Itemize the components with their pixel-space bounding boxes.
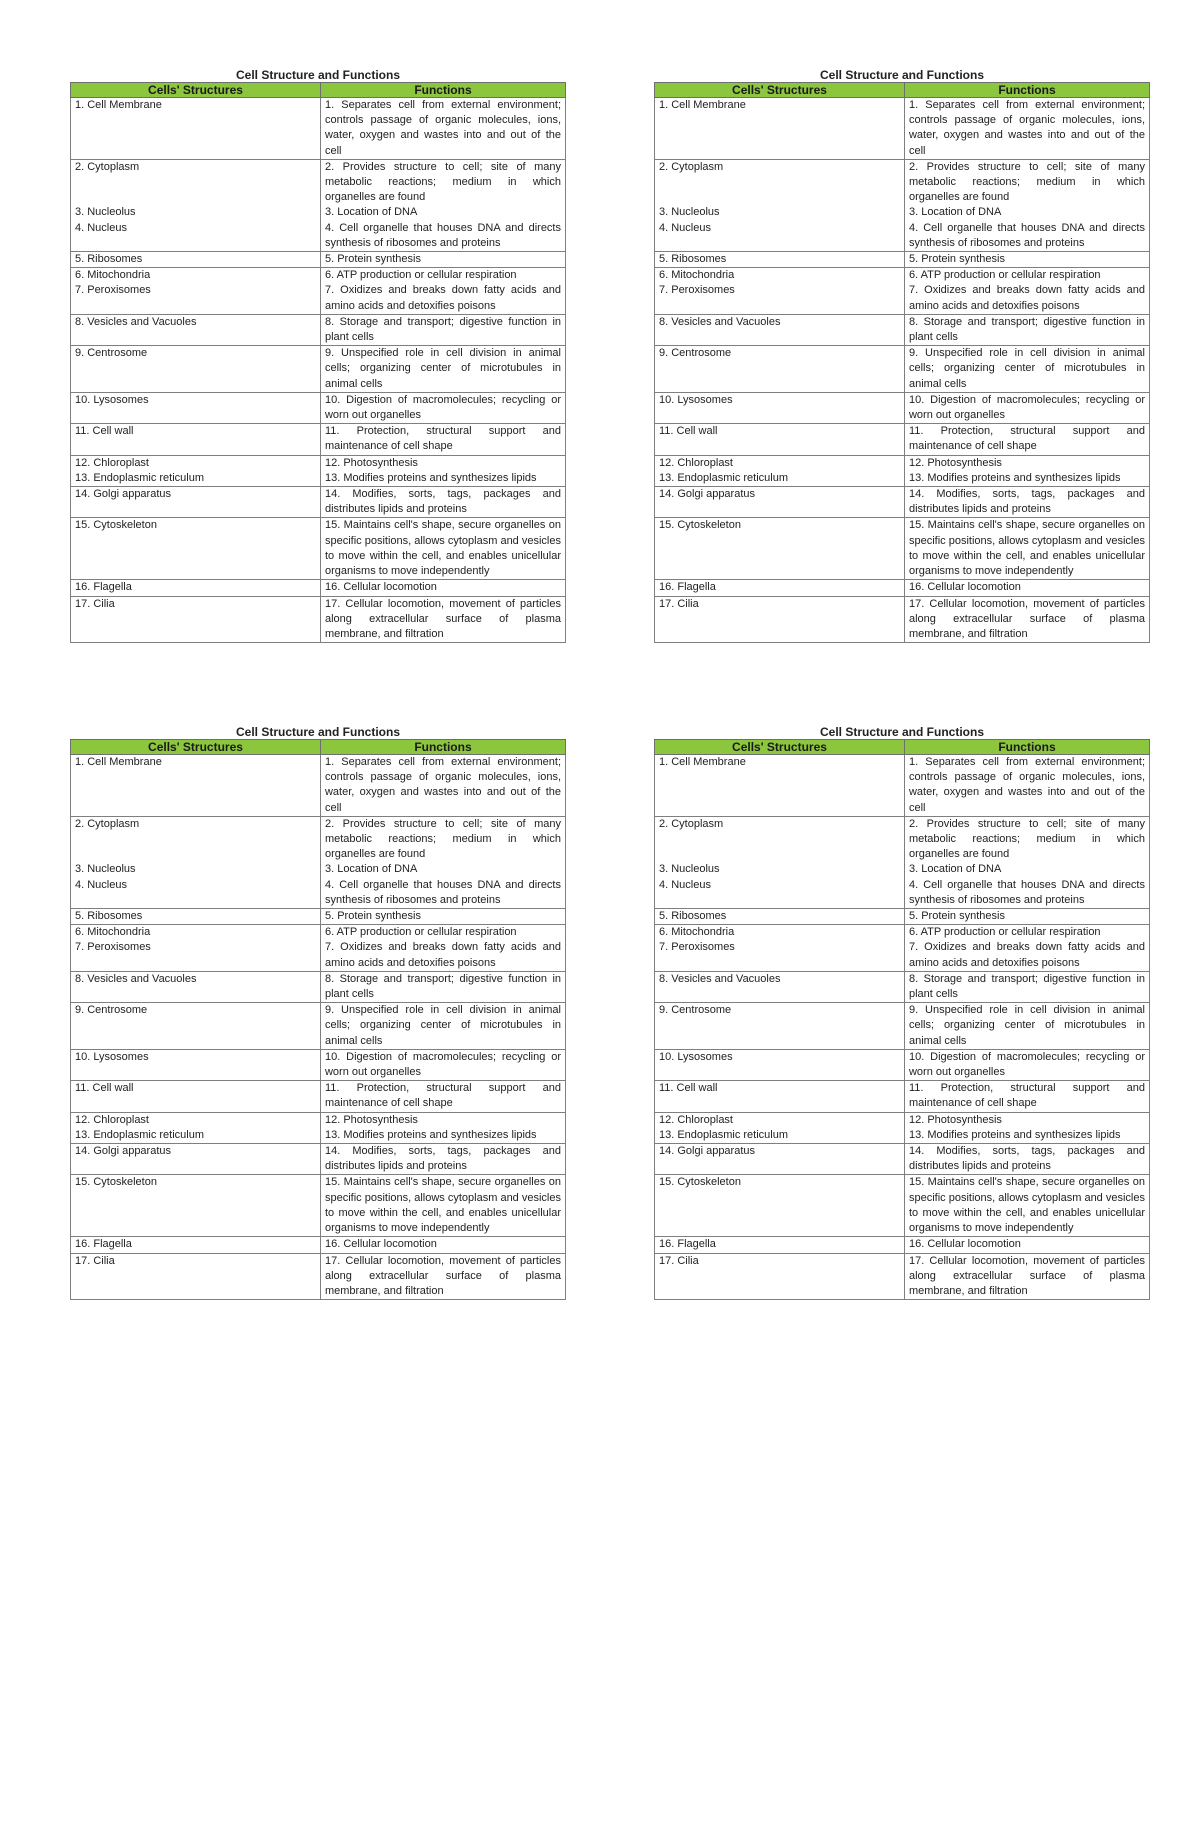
structure-label: 11. Cell wall: [75, 1082, 134, 1095]
structure-label: 11. Cell wall: [659, 425, 718, 438]
structure-cell: [71, 1081, 321, 1112]
function-cell: 9. Unspecified role in cell division in animal cells; organizing center of microtubules in animal cells: [904, 346, 1149, 393]
function-cell: 16. Cellular locomotion: [320, 1237, 565, 1253]
structure-cell: [655, 1253, 905, 1300]
function-cell: 8. Storage and transport; digestive function in plant cells: [320, 314, 565, 345]
structure-label: 2. Cytoplasm: [659, 817, 724, 830]
structure-cell: [655, 971, 905, 1002]
structure-cell: [71, 909, 321, 925]
structure-label: 9. Centrosome: [75, 347, 148, 360]
structure-label: 13. Endoplasmic reticulum: [75, 1128, 205, 1141]
structure-label: 14. Golgi apparatus: [75, 1145, 172, 1158]
function-cell: 9. Unspecified role in cell division in animal cells; organizing center of microtubules in animal cells: [320, 1003, 565, 1050]
structure-cell: [655, 346, 905, 393]
function-cell: 6. ATP production or cellular respiration 7. Oxidizes and breaks down fatty acids and amino acids and detoxifies poisons: [320, 925, 565, 972]
function-cell: 8. Storage and transport; digestive function in plant cells: [904, 314, 1149, 345]
structure-cell: [71, 314, 321, 345]
structure-cell: [71, 1049, 321, 1080]
structure-cell: [655, 1175, 905, 1237]
table-row: [71, 98, 566, 160]
structure-cell: [71, 1112, 321, 1143]
function-cell: 11. Protection, structural support and maintenance of cell shape: [320, 424, 565, 455]
structure-label: 10. Lysosomes: [75, 393, 149, 406]
structure-label: 17. Cilia: [659, 1254, 699, 1267]
table-row: [655, 580, 1150, 596]
structure-label: 13. Endoplasmic reticulum: [659, 1128, 789, 1141]
structure-cell: [71, 1253, 321, 1300]
structure-cell: [71, 346, 321, 393]
structure-label: 9. Centrosome: [75, 1004, 148, 1017]
worksheet-top-left: [70, 68, 566, 643]
structure-label: 16. Flagella: [75, 1238, 132, 1251]
table-row: [71, 424, 566, 455]
structure-label: 1. Cell Membrane: [75, 756, 162, 768]
table-row: [655, 1112, 1150, 1143]
structure-cell: [655, 424, 905, 455]
table-row: [655, 268, 1150, 315]
structure-label: [75, 847, 316, 862]
table-row: [71, 1144, 566, 1175]
table-row: [655, 314, 1150, 345]
sheet-title: Cell Structure and Functions: [819, 725, 984, 739]
function-cell: 14. Modifies, sorts, tags, packages and distributes lipids and proteins: [904, 487, 1149, 518]
structure-cell: [655, 755, 905, 817]
function-cell: 10. Digestion of macromolecules; recycling or worn out organelles: [904, 1049, 1149, 1080]
function-cell: 2. Provides structure to cell; site of many metabolic reactions; medium in which organelles are found 3. Location of DNA 4. Cell organelle that houses DNA and directs synthesis of ribosomes and proteins: [320, 816, 565, 908]
structure-cell: [71, 1003, 321, 1050]
function-cell: 5. Protein synthesis: [320, 252, 565, 268]
structure-label: 2. Cytoplasm: [659, 160, 724, 173]
structure-label: 4. Nucleus: [75, 878, 127, 891]
structure-label: 5. Ribosomes: [75, 253, 143, 266]
structure-cell: [655, 816, 905, 908]
table-row: [655, 971, 1150, 1002]
function-cell: 2. Provides structure to cell; site of many metabolic reactions; medium in which organelles are found 3. Location of DNA 4. Cell organelle that houses DNA and directs synthesis of ribosomes and proteins: [320, 159, 565, 251]
table-row: [655, 1237, 1150, 1253]
structure-label: 3. Nucleolus: [659, 863, 720, 876]
structure-label: 3. Nucleolus: [659, 206, 720, 219]
structure-label: 12. Chloroplast: [75, 456, 149, 469]
function-cell: 5. Protein synthesis: [904, 252, 1149, 268]
table-row: [655, 755, 1150, 817]
function-cell: 10. Digestion of macromolecules; recycling or worn out organelles: [320, 1049, 565, 1080]
structure-label: 13. Endoplasmic reticulum: [659, 471, 789, 484]
structure-label: 17. Cilia: [659, 597, 699, 610]
structure-cell: [71, 816, 321, 908]
function-cell: 5. Protein synthesis: [904, 909, 1149, 925]
structure-label: 4. Nucleus: [75, 221, 127, 234]
table-row: [655, 909, 1150, 925]
structure-label: 12. Chloroplast: [75, 1113, 149, 1126]
function-cell: 1. Separates cell from external environment; controls passage of organic molecules, ions, water, oxygen and wastes into and out of the cell: [904, 98, 1149, 160]
structure-cell: [655, 1237, 905, 1253]
structure-cell: [655, 1049, 905, 1080]
table-row: [655, 98, 1150, 160]
structure-cell: [71, 487, 321, 518]
structure-cell: [71, 268, 321, 315]
table-row: [71, 755, 566, 817]
function-cell: 11. Protection, structural support and maintenance of cell shape: [904, 1081, 1149, 1112]
structure-cell: [655, 314, 905, 345]
structure-label: 9. Centrosome: [659, 347, 732, 360]
column-header-functions: Functions: [904, 740, 1149, 755]
structure-cell: [655, 1112, 905, 1143]
function-cell: 2. Provides structure to cell; site of many metabolic reactions; medium in which organelles are found 3. Location of DNA 4. Cell organelle that houses DNA and directs synthesis of ribosomes and proteins: [904, 159, 1149, 251]
table-row: [71, 252, 566, 268]
table-row: [655, 346, 1150, 393]
worksheet-top-right: [654, 68, 1150, 643]
structure-label: 6. Mitochondria: [659, 926, 735, 939]
structure-label: 2. Cytoplasm: [75, 160, 140, 173]
structure-label: 4. Nucleus: [659, 878, 711, 891]
structure-label: 10. Lysosomes: [75, 1050, 149, 1063]
structure-cell: [655, 268, 905, 315]
column-header-structures: Cells' Structures: [655, 740, 905, 755]
function-cell: 8. Storage and transport; digestive function in plant cells: [320, 971, 565, 1002]
worksheet-bottom-left: [70, 725, 566, 1300]
table-row: [71, 816, 566, 908]
table-row: [655, 1003, 1150, 1050]
header-row: [71, 740, 566, 755]
table-row: [71, 580, 566, 596]
structure-label: 1. Cell Membrane: [659, 99, 746, 111]
function-cell: 16. Cellular locomotion: [904, 1237, 1149, 1253]
function-cell: 10. Digestion of macromolecules; recycling or worn out organelles: [320, 392, 565, 423]
structure-label: 7. Peroxisomes: [659, 941, 735, 954]
structure-label: 11. Cell wall: [75, 425, 134, 438]
function-cell: 15. Maintains cell's shape, secure organelles on specific positions, allows cytoplasm and vesicles to move within the cell, and enables unicellular organisms to move independently: [904, 1175, 1149, 1237]
table-row: [655, 925, 1150, 972]
structure-label: 11. Cell wall: [659, 1082, 718, 1095]
table-row: [655, 252, 1150, 268]
function-cell: 16. Cellular locomotion: [904, 580, 1149, 596]
column-header-functions: Functions: [320, 740, 565, 755]
structure-label: 7. Peroxisomes: [75, 941, 151, 954]
structure-cell: [71, 1175, 321, 1237]
structure-label: 14. Golgi apparatus: [659, 1145, 756, 1158]
table-row: [71, 1253, 566, 1300]
column-header-structures: Cells' Structures: [71, 83, 321, 98]
function-cell: 2. Provides structure to cell; site of many metabolic reactions; medium in which organelles are found 3. Location of DNA 4. Cell organelle that houses DNA and directs synthesis of ribosomes and proteins: [904, 816, 1149, 908]
table-row: [71, 909, 566, 925]
table-row: [71, 268, 566, 315]
structure-label: 7. Peroxisomes: [75, 284, 151, 297]
structure-cell: [71, 424, 321, 455]
table-row: [655, 1253, 1150, 1300]
structure-cell: [71, 159, 321, 251]
cell-structure-table: [654, 82, 1150, 643]
table-row: [655, 518, 1150, 580]
structure-label: 6. Mitochondria: [659, 269, 735, 282]
structure-label: 17. Cilia: [75, 597, 115, 610]
structure-cell: [655, 392, 905, 423]
table-row: [71, 314, 566, 345]
column-header-structures: Cells' Structures: [655, 83, 905, 98]
structure-cell: [655, 98, 905, 160]
structure-cell: [655, 1003, 905, 1050]
table-row: [71, 159, 566, 251]
structure-label: 6. Mitochondria: [75, 926, 151, 939]
structure-label: 4. Nucleus: [659, 221, 711, 234]
table-row: [71, 346, 566, 393]
structure-label: [659, 847, 900, 862]
structure-cell: [655, 580, 905, 596]
function-cell: 14. Modifies, sorts, tags, packages and distributes lipids and proteins: [320, 1144, 565, 1175]
structure-cell: [71, 755, 321, 817]
structure-cell: [71, 252, 321, 268]
table-row: [71, 1003, 566, 1050]
cell-structure-table: [70, 739, 566, 1300]
structure-cell: [71, 455, 321, 486]
function-cell: 15. Maintains cell's shape, secure organelles on specific positions, allows cytoplasm and vesicles to move within the cell, and enables unicellular organisms to move independently: [904, 518, 1149, 580]
structure-label: 5. Ribosomes: [659, 253, 727, 266]
function-cell: 12. Photosynthesis 13. Modifies proteins and synthesizes lipids: [320, 1112, 565, 1143]
table-row: [71, 455, 566, 486]
table-row: [655, 1049, 1150, 1080]
structure-cell: [655, 487, 905, 518]
table-row: [71, 487, 566, 518]
table-row: [71, 518, 566, 580]
structure-label: [75, 190, 316, 205]
table-row: [655, 1081, 1150, 1112]
structure-cell: [655, 455, 905, 486]
function-cell: 6. ATP production or cellular respiration 7. Oxidizes and breaks down fatty acids and amino acids and detoxifies poisons: [320, 268, 565, 315]
structure-label: [659, 190, 900, 205]
structure-label: 15. Cytoskeleton: [659, 519, 741, 532]
structure-cell: [71, 1144, 321, 1175]
table-row: [655, 159, 1150, 251]
table-row: [655, 392, 1150, 423]
structure-cell: [655, 252, 905, 268]
structure-label: 8. Vesicles and Vacuoles: [659, 972, 781, 985]
structure-label: 5. Ribosomes: [659, 910, 727, 923]
structure-label: [659, 832, 900, 847]
sheet-title: Cell Structure and Functions: [235, 725, 400, 739]
structure-label: 6. Mitochondria: [75, 269, 151, 282]
function-cell: 17. Cellular locomotion, movement of particles along extracellular surface of plasma membrane, and filtration: [904, 1253, 1149, 1300]
function-cell: 11. Protection, structural support and maintenance of cell shape: [320, 1081, 565, 1112]
function-cell: 9. Unspecified role in cell division in animal cells; organizing center of microtubules in animal cells: [320, 346, 565, 393]
structure-label: 17. Cilia: [75, 1254, 115, 1267]
table-row: [71, 971, 566, 1002]
table-row: [71, 1175, 566, 1237]
function-cell: 17. Cellular locomotion, movement of particles along extracellular surface of plasma membrane, and filtration: [320, 596, 565, 643]
function-cell: 9. Unspecified role in cell division in animal cells; organizing center of microtubules in animal cells: [904, 1003, 1149, 1050]
structure-cell: [655, 1081, 905, 1112]
structure-label: 1. Cell Membrane: [75, 99, 162, 111]
function-cell: 6. ATP production or cellular respiration 7. Oxidizes and breaks down fatty acids and amino acids and detoxifies poisons: [904, 268, 1149, 315]
function-cell: 5. Protein synthesis: [320, 909, 565, 925]
function-cell: 12. Photosynthesis 13. Modifies proteins and synthesizes lipids: [904, 1112, 1149, 1143]
column-header-functions: Functions: [320, 83, 565, 98]
structure-label: 12. Chloroplast: [659, 456, 733, 469]
function-cell: 1. Separates cell from external environment; controls passage of organic molecules, ions, water, oxygen and wastes into and out of the cell: [904, 755, 1149, 817]
function-cell: 12. Photosynthesis 13. Modifies proteins and synthesizes lipids: [904, 455, 1149, 486]
structure-cell: [655, 518, 905, 580]
structure-cell: [655, 1144, 905, 1175]
cell-structure-table: [654, 739, 1150, 1300]
structure-label: 2. Cytoplasm: [75, 817, 140, 830]
header-row: [655, 83, 1150, 98]
table-row: [655, 455, 1150, 486]
structure-cell: [655, 925, 905, 972]
structure-cell: [71, 596, 321, 643]
column-header-functions: Functions: [904, 83, 1149, 98]
structure-label: 15. Cytoskeleton: [659, 1176, 741, 1189]
structure-cell: [71, 518, 321, 580]
structure-label: 8. Vesicles and Vacuoles: [75, 315, 197, 328]
table-row: [71, 1049, 566, 1080]
table-row: [655, 596, 1150, 643]
header-row: [655, 740, 1150, 755]
structure-label: 16. Flagella: [659, 1238, 716, 1251]
table-row: [655, 1144, 1150, 1175]
table-row: [71, 1081, 566, 1112]
function-cell: 14. Modifies, sorts, tags, packages and distributes lipids and proteins: [320, 487, 565, 518]
function-cell: 1. Separates cell from external environment; controls passage of organic molecules, ions, water, oxygen and wastes into and out of the cell: [320, 98, 565, 160]
structure-label: [75, 175, 316, 190]
function-cell: 11. Protection, structural support and maintenance of cell shape: [904, 424, 1149, 455]
table-row: [71, 1112, 566, 1143]
table-row: [71, 925, 566, 972]
sheet-title: Cell Structure and Functions: [819, 68, 984, 82]
function-cell: 6. ATP production or cellular respiration 7. Oxidizes and breaks down fatty acids and amino acids and detoxifies poisons: [904, 925, 1149, 972]
structure-cell: [655, 596, 905, 643]
function-cell: 10. Digestion of macromolecules; recycling or worn out organelles: [904, 392, 1149, 423]
structure-cell: [655, 159, 905, 251]
function-cell: 14. Modifies, sorts, tags, packages and distributes lipids and proteins: [904, 1144, 1149, 1175]
function-cell: 1. Separates cell from external environment; controls passage of organic molecules, ions, water, oxygen and wastes into and out of the cell: [320, 755, 565, 817]
cell-structure-table: [70, 82, 566, 643]
structure-cell: [71, 1237, 321, 1253]
function-cell: 15. Maintains cell's shape, secure organelles on specific positions, allows cytoplasm and vesicles to move within the cell, and enables unicellular organisms to move independently: [320, 518, 565, 580]
function-cell: 12. Photosynthesis 13. Modifies proteins and synthesizes lipids: [320, 455, 565, 486]
function-cell: 16. Cellular locomotion: [320, 580, 565, 596]
table-row: [71, 1237, 566, 1253]
structure-cell: [655, 909, 905, 925]
structure-label: 8. Vesicles and Vacuoles: [659, 315, 781, 328]
structure-label: 10. Lysosomes: [659, 393, 733, 406]
structure-label: 14. Golgi apparatus: [75, 488, 172, 501]
function-cell: 15. Maintains cell's shape, secure organelles on specific positions, allows cytoplasm and vesicles to move within the cell, and enables unicellular organisms to move independently: [320, 1175, 565, 1237]
structure-label: 3. Nucleolus: [75, 863, 136, 876]
structure-label: 14. Golgi apparatus: [659, 488, 756, 501]
header-row: [71, 83, 566, 98]
table-row: [655, 424, 1150, 455]
structure-label: 15. Cytoskeleton: [75, 519, 157, 532]
function-cell: 8. Storage and transport; digestive function in plant cells: [904, 971, 1149, 1002]
structure-label: 16. Flagella: [659, 581, 716, 594]
structure-label: [659, 175, 900, 190]
structure-label: 12. Chloroplast: [659, 1113, 733, 1126]
structure-cell: [71, 392, 321, 423]
structure-cell: [71, 98, 321, 160]
table-row: [655, 816, 1150, 908]
table-row: [655, 487, 1150, 518]
structure-cell: [71, 971, 321, 1002]
function-cell: 17. Cellular locomotion, movement of particles along extracellular surface of plasma membrane, and filtration: [320, 1253, 565, 1300]
structure-cell: [71, 580, 321, 596]
function-cell: 17. Cellular locomotion, movement of particles along extracellular surface of plasma membrane, and filtration: [904, 596, 1149, 643]
structure-label: 3. Nucleolus: [75, 206, 136, 219]
structure-label: 8. Vesicles and Vacuoles: [75, 972, 197, 985]
table-row: [655, 1175, 1150, 1237]
structure-label: [75, 832, 316, 847]
structure-label: 9. Centrosome: [659, 1004, 732, 1017]
structure-label: 15. Cytoskeleton: [75, 1176, 157, 1189]
structure-label: 7. Peroxisomes: [659, 284, 735, 297]
table-row: [71, 596, 566, 643]
structure-label: 10. Lysosomes: [659, 1050, 733, 1063]
worksheet-bottom-right: [654, 725, 1150, 1300]
structure-label: 13. Endoplasmic reticulum: [75, 471, 205, 484]
structure-label: 1. Cell Membrane: [659, 756, 746, 768]
column-header-structures: Cells' Structures: [71, 740, 321, 755]
structure-cell: [71, 925, 321, 972]
structure-label: 5. Ribosomes: [75, 910, 143, 923]
structure-label: 16. Flagella: [75, 581, 132, 594]
table-row: [71, 392, 566, 423]
sheet-title: Cell Structure and Functions: [235, 68, 400, 82]
